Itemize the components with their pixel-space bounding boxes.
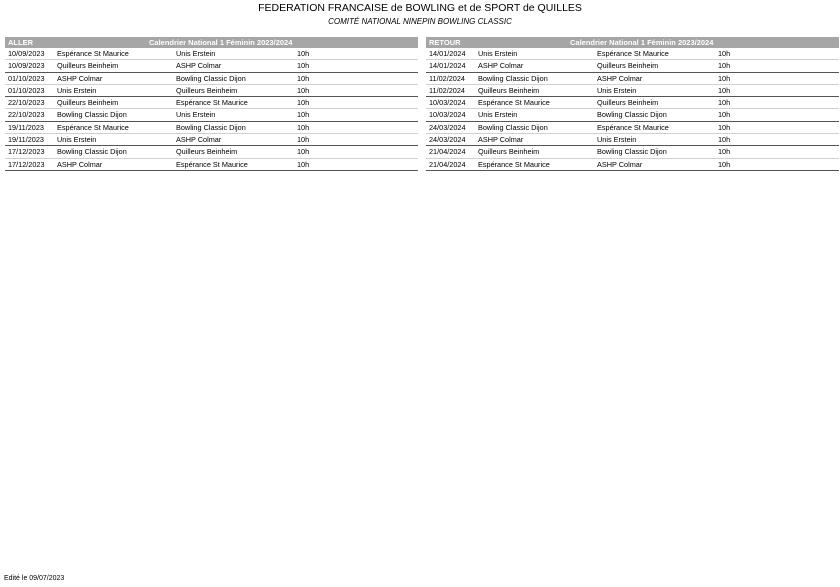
away-team: Espérance St Maurice <box>597 122 669 132</box>
match-time: 10h <box>718 135 731 145</box>
match-time: 10h <box>297 122 310 132</box>
aller-phase-label: ALLER <box>8 38 33 47</box>
home-team: Espérance St Maurice <box>478 98 550 108</box>
match-time: 10h <box>718 49 731 58</box>
match-time: 10h <box>718 110 731 120</box>
home-team: Unis Erstein <box>57 135 97 145</box>
table-row <box>5 60 418 72</box>
home-team: Espérance St Maurice <box>57 122 129 132</box>
away-team: Bowling Classic Dijon <box>176 122 246 132</box>
table-row <box>426 109 839 121</box>
table-row <box>426 134 839 146</box>
home-team: ASHP Colmar <box>478 61 524 71</box>
match-date: 21/04/2024 <box>429 159 466 169</box>
match-date: 22/10/2023 <box>8 110 45 120</box>
home-team: Quilleurs Beinheim <box>478 85 540 95</box>
match-date: 10/03/2024 <box>429 110 466 120</box>
table-row <box>426 73 839 85</box>
away-team: Bowling Classic Dijon <box>176 73 246 83</box>
match-date: 21/04/2024 <box>429 147 466 157</box>
away-team: Bowling Classic Dijon <box>597 110 667 120</box>
away-team: Unis Erstein <box>176 110 216 120</box>
match-date: 10/09/2023 <box>8 49 45 58</box>
home-team: Unis Erstein <box>478 110 518 120</box>
match-date: 24/03/2024 <box>429 135 466 145</box>
away-team: ASHP Colmar <box>597 159 643 169</box>
table-row <box>5 159 418 171</box>
match-date: 01/10/2023 <box>8 85 45 95</box>
away-team: Quilleurs Beinheim <box>176 147 238 157</box>
aller-rows <box>5 48 418 171</box>
edited-date: Edité le 09/07/2023 <box>4 575 65 582</box>
home-team: Unis Erstein <box>478 49 518 58</box>
match-time: 10h <box>297 147 310 157</box>
away-team: Espérance St Maurice <box>176 98 248 108</box>
aller-table <box>5 37 418 171</box>
table-row <box>5 122 418 134</box>
match-time: 10h <box>297 61 310 71</box>
table-row <box>5 48 418 60</box>
away-team: ASHP Colmar <box>176 135 222 145</box>
away-team: ASHP Colmar <box>176 61 222 71</box>
match-date: 11/02/2024 <box>429 73 465 83</box>
match-date: 11/02/2024 <box>429 85 465 95</box>
table-row <box>426 85 839 97</box>
page-subtitle: COMITÉ NATIONAL NINEPIN BOWLING CLASSIC <box>328 17 512 26</box>
away-team: Bowling Classic Dijon <box>597 147 667 157</box>
match-time: 10h <box>718 147 731 157</box>
retour-phase-label: RETOUR <box>429 38 461 47</box>
home-team: Quilleurs Beinheim <box>478 147 540 157</box>
table-row <box>426 159 839 171</box>
match-date: 22/10/2023 <box>8 98 45 108</box>
table-row <box>5 97 418 109</box>
home-team: Quilleurs Beinheim <box>57 98 119 108</box>
away-team: Unis Erstein <box>176 49 216 58</box>
match-time: 10h <box>297 110 310 120</box>
away-team: Espérance St Maurice <box>597 49 669 58</box>
match-date: 14/01/2024 <box>429 61 466 71</box>
home-team: Quilleurs Beinheim <box>57 61 119 71</box>
retour-table <box>426 37 839 171</box>
table-row <box>426 146 839 158</box>
match-time: 10h <box>297 73 310 83</box>
retour-table-header <box>426 37 839 48</box>
match-time: 10h <box>718 85 731 95</box>
match-time: 10h <box>718 61 731 71</box>
match-date: 17/12/2023 <box>8 159 45 169</box>
away-team: Unis Erstein <box>597 135 637 145</box>
match-time: 10h <box>297 159 310 169</box>
aller-competition-label: Calendrier National 1 Féminin 2023/2024 <box>149 38 293 47</box>
match-time: 10h <box>297 98 310 108</box>
match-date: 24/03/2024 <box>429 122 466 132</box>
match-date: 17/12/2023 <box>8 147 45 157</box>
table-row <box>5 109 418 121</box>
match-date: 10/09/2023 <box>8 61 45 71</box>
match-time: 10h <box>718 98 731 108</box>
match-time: 10h <box>718 73 731 83</box>
table-row <box>5 146 418 158</box>
table-row <box>426 48 839 60</box>
away-team: Quilleurs Beinheim <box>597 61 659 71</box>
home-team: ASHP Colmar <box>57 73 103 83</box>
match-time: 10h <box>297 49 310 58</box>
retour-rows <box>426 48 839 171</box>
table-row <box>5 134 418 146</box>
home-team: Bowling Classic Dijon <box>57 110 127 120</box>
home-team: Bowling Classic Dijon <box>478 122 548 132</box>
home-team: ASHP Colmar <box>57 159 103 169</box>
table-row <box>5 73 418 85</box>
match-time: 10h <box>718 122 731 132</box>
away-team: Unis Erstein <box>597 85 637 95</box>
match-time: 10h <box>718 159 731 169</box>
match-date: 14/01/2024 <box>429 49 466 58</box>
home-team: Espérance St Maurice <box>478 159 550 169</box>
match-time: 10h <box>297 135 310 145</box>
home-team: Bowling Classic Dijon <box>478 73 548 83</box>
home-team: Espérance St Maurice <box>57 49 129 58</box>
home-team: ASHP Colmar <box>478 135 524 145</box>
match-date: 19/11/2023 <box>8 135 44 145</box>
aller-table-header <box>5 37 418 48</box>
away-team: Espérance St Maurice <box>176 159 248 169</box>
retour-competition-label: Calendrier National 1 Féminin 2023/2024 <box>570 38 714 47</box>
home-team: Bowling Classic Dijon <box>57 147 127 157</box>
table-row <box>426 122 839 134</box>
match-date: 19/11/2023 <box>8 122 44 132</box>
match-date: 01/10/2023 <box>8 73 45 83</box>
table-row <box>5 85 418 97</box>
table-row <box>426 97 839 109</box>
page-title: FEDERATION FRANCAISE de BOWLING et de SPORT de QUILLES <box>258 2 582 14</box>
table-row <box>426 60 839 72</box>
away-team: Quilleurs Beinheim <box>597 98 659 108</box>
away-team: ASHP Colmar <box>597 73 643 83</box>
match-date: 10/03/2024 <box>429 98 466 108</box>
home-team: Unis Erstein <box>57 85 97 95</box>
away-team: Quilleurs Beinheim <box>176 85 238 95</box>
match-time: 10h <box>297 85 310 95</box>
